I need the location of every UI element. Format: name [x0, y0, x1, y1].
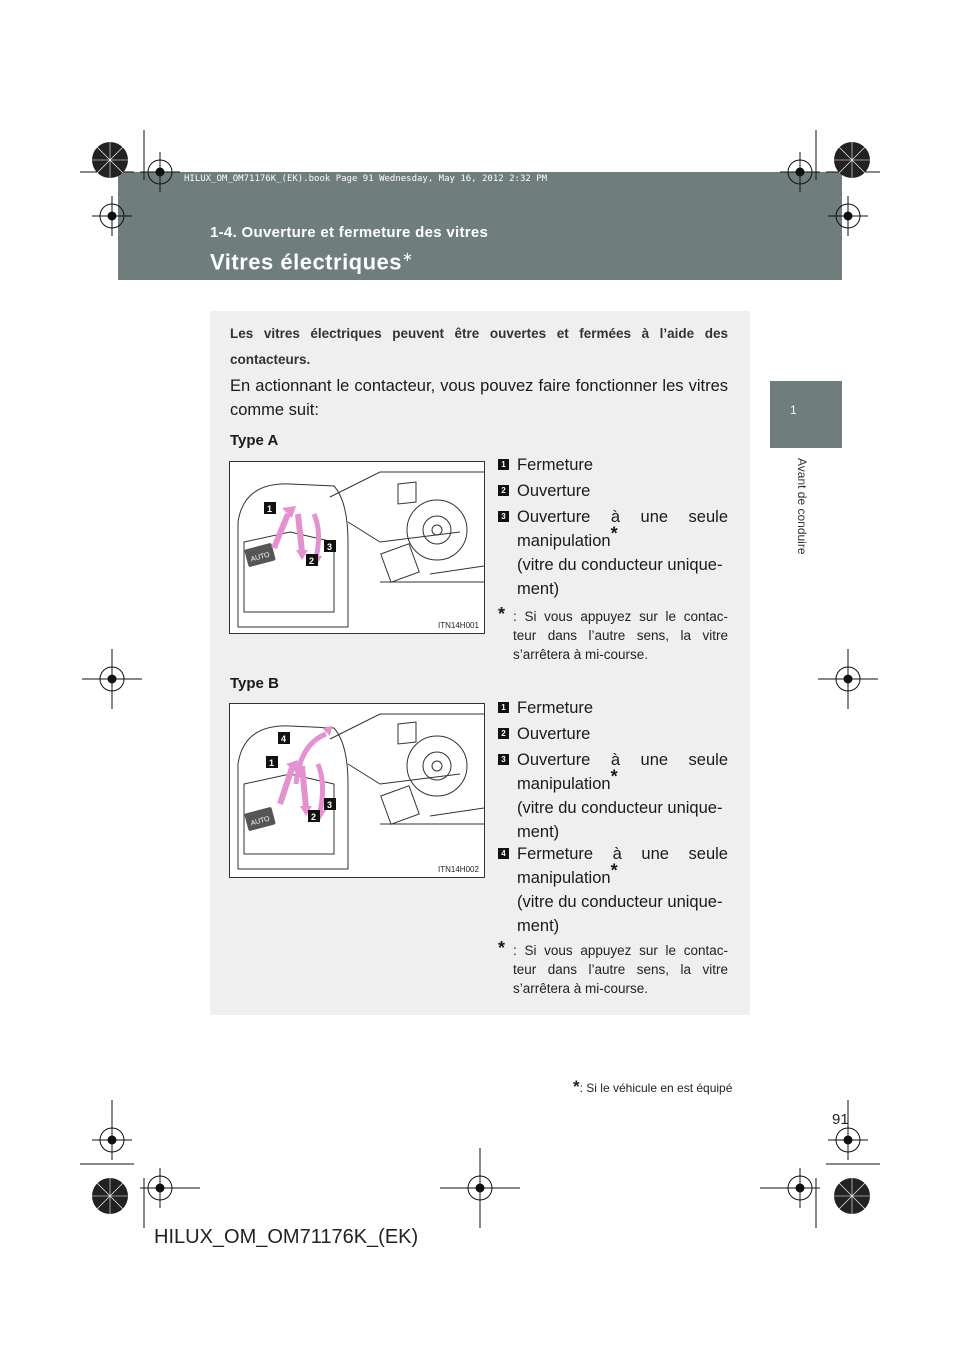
- figure-code-a: ITN14H001: [438, 621, 479, 630]
- auto-label-b: AUTO: [250, 815, 271, 828]
- figure-code-b: ITN14H002: [438, 865, 479, 874]
- fig-b-marker-1: 1: [269, 758, 275, 768]
- item-text: Fermeture: [517, 456, 594, 474]
- item-text: Ouverture à une seule manipulation* (vitre du conducteur unique- ment): [517, 751, 728, 841]
- item-number: 2: [498, 485, 509, 496]
- footnote-star: *: [573, 1077, 580, 1096]
- fig-b-marker-3: 3: [327, 800, 333, 810]
- auto-label-a: AUTO: [250, 551, 271, 564]
- item-text: Ouverture à une seule manipulation* (vitre du conducteur unique- ment): [517, 508, 728, 598]
- note-star: *: [498, 604, 506, 624]
- item-number: 4: [498, 848, 509, 859]
- fig-a-marker-1: 1: [267, 504, 273, 514]
- item-text: Fermeture: [517, 699, 594, 717]
- note-text: : Si vous appuyez sur le contac- teur dans l’autre sens, la vitre s’arrêtera à mi-course.: [513, 609, 728, 662]
- type-b-heading: Type B: [230, 675, 279, 692]
- fig-a-marker-3: 3: [327, 542, 333, 552]
- section-heading: 1-4. Ouverture et fermeture des vitres: [210, 224, 489, 241]
- fig-b-marker-2: 2: [311, 812, 317, 822]
- item-text: Fermeture à une seule manipulation* (vitre du conducteur unique- ment): [517, 845, 728, 935]
- lead-text: En actionnant le contacteur, vous pouvez faire fonctionner les vitres comme suit:: [230, 377, 728, 419]
- page-number: 91: [832, 1111, 849, 1128]
- book-info-line: HILUX_OM_OM71176K_(EK).book Page 91 Wednesday, May 16, 2012 2:32 PM: [184, 174, 548, 184]
- note-star: *: [498, 938, 506, 958]
- fig-b-marker-4: 4: [281, 734, 287, 744]
- item-number: 3: [498, 511, 509, 522]
- intro-text: Les vitres électriques peuvent être ouvertes et fermées à l’aide des contacteurs.: [230, 326, 728, 367]
- item-text: Ouverture: [517, 725, 591, 743]
- footnote-text: : Si le véhicule en est équipé: [579, 1081, 733, 1095]
- item-number: 3: [498, 754, 509, 765]
- title-text: Vitres électriques: [210, 249, 403, 275]
- title-mark: ∗: [402, 249, 414, 264]
- item-text: Ouverture: [517, 482, 591, 500]
- item-number: 1: [498, 702, 509, 713]
- fig-a-marker-2: 2: [309, 556, 315, 566]
- item-number: 2: [498, 728, 509, 739]
- note-text: : Si vous appuyez sur le contac- teur dans l’autre sens, la vitre s’arrêtera à mi-course.: [513, 943, 728, 996]
- chapter-label: Avant de conduire: [795, 458, 809, 555]
- document-code: HILUX_OM_OM71176K_(EK): [154, 1226, 419, 1248]
- chapter-number: 1: [790, 403, 797, 417]
- type-a-heading: Type A: [230, 432, 279, 449]
- item-number: 1: [498, 459, 509, 470]
